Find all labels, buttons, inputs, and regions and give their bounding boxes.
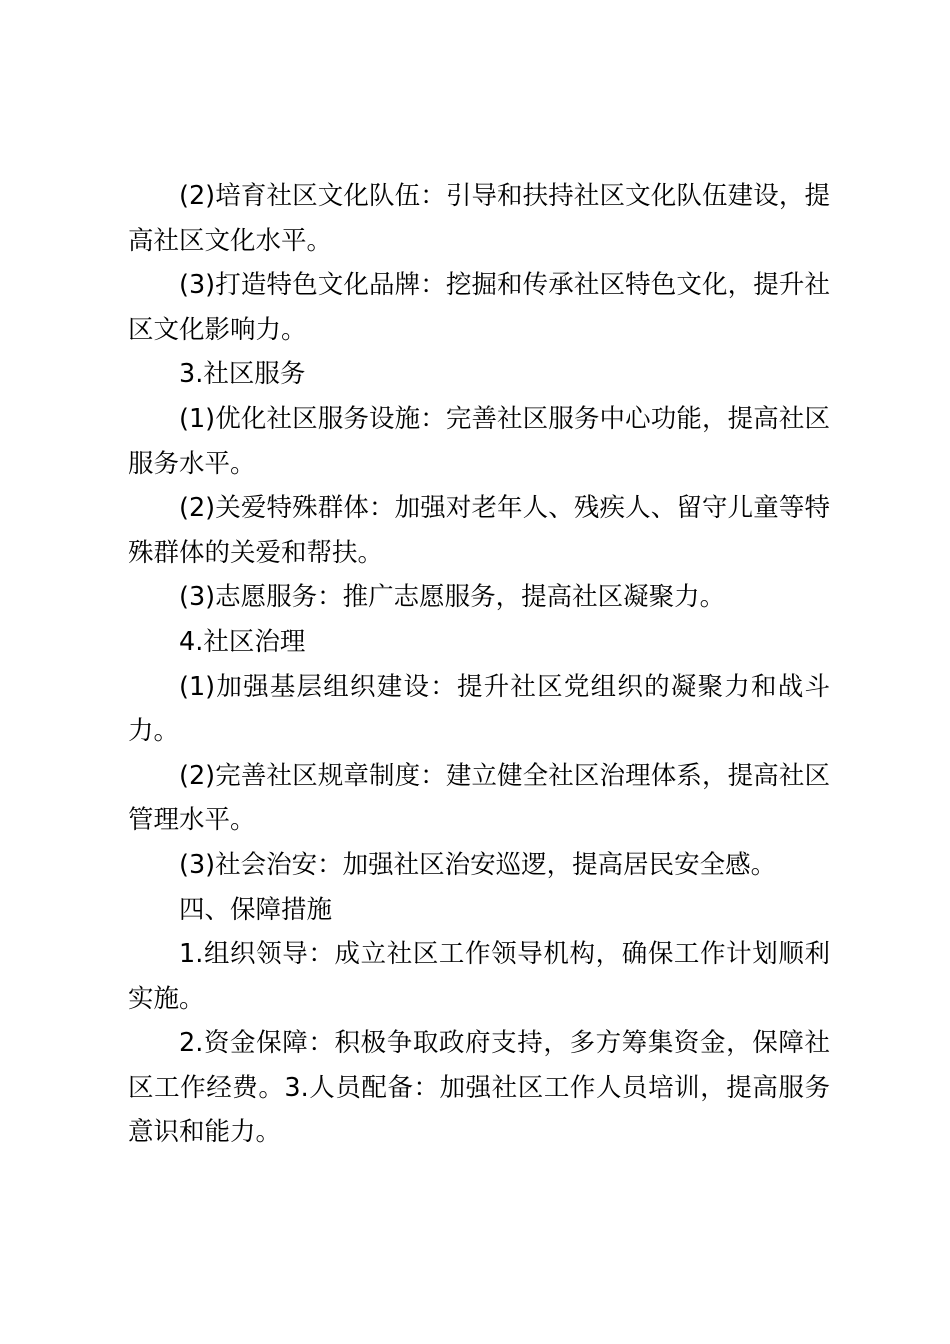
paragraph-culture-team: (2)培育社区文化队伍：引导和扶持社区文化队伍建设，提高社区文化水平。	[128, 181, 830, 256]
paragraph-volunteer-service: (3)志愿服务：推广志愿服务，提高社区凝聚力。	[179, 582, 726, 613]
paragraph-organization-leadership: 1.组织领导：成立社区工作领导机构，确保工作计划顺利实施。	[128, 939, 830, 1014]
paragraph-public-security: (3)社会治安：加强社区治安巡逻，提高居民安全感。	[179, 849, 777, 880]
paragraph-funding-staffing: 2.资金保障：积极争取政府支持，多方筹集资金，保障社区工作经费。3.人员配备：加强社区工作人员培训，提高服务意识和能力。	[128, 1028, 830, 1148]
paragraph-grassroots-organization: (1)加强基层组织建设：提升社区党组织的凝聚力和战斗力。	[128, 671, 830, 747]
heading-community-governance: 4.社区治理	[179, 626, 306, 657]
heading-safeguard-measures: 四、保障措施	[179, 894, 333, 925]
document-body	[128, 174, 830, 1155]
paragraph-culture-brand: (3)打造特色文化品牌：挖掘和传承社区特色文化，提升社区文化影响力。	[128, 270, 830, 345]
heading-community-service: 3.社区服务	[179, 359, 306, 390]
paragraph-special-groups: (2)关爱特殊群体：加强对老年人、残疾人、留守儿童等特殊群体的关爱和帮扶。	[128, 493, 830, 568]
paragraph-rules-system: (2)完善社区规章制度：建立健全社区治理体系，提高社区管理水平。	[128, 760, 830, 836]
paragraph-service-facilities: (1)优化社区服务设施：完善社区服务中心功能，提高社区服务水平。	[128, 403, 830, 479]
